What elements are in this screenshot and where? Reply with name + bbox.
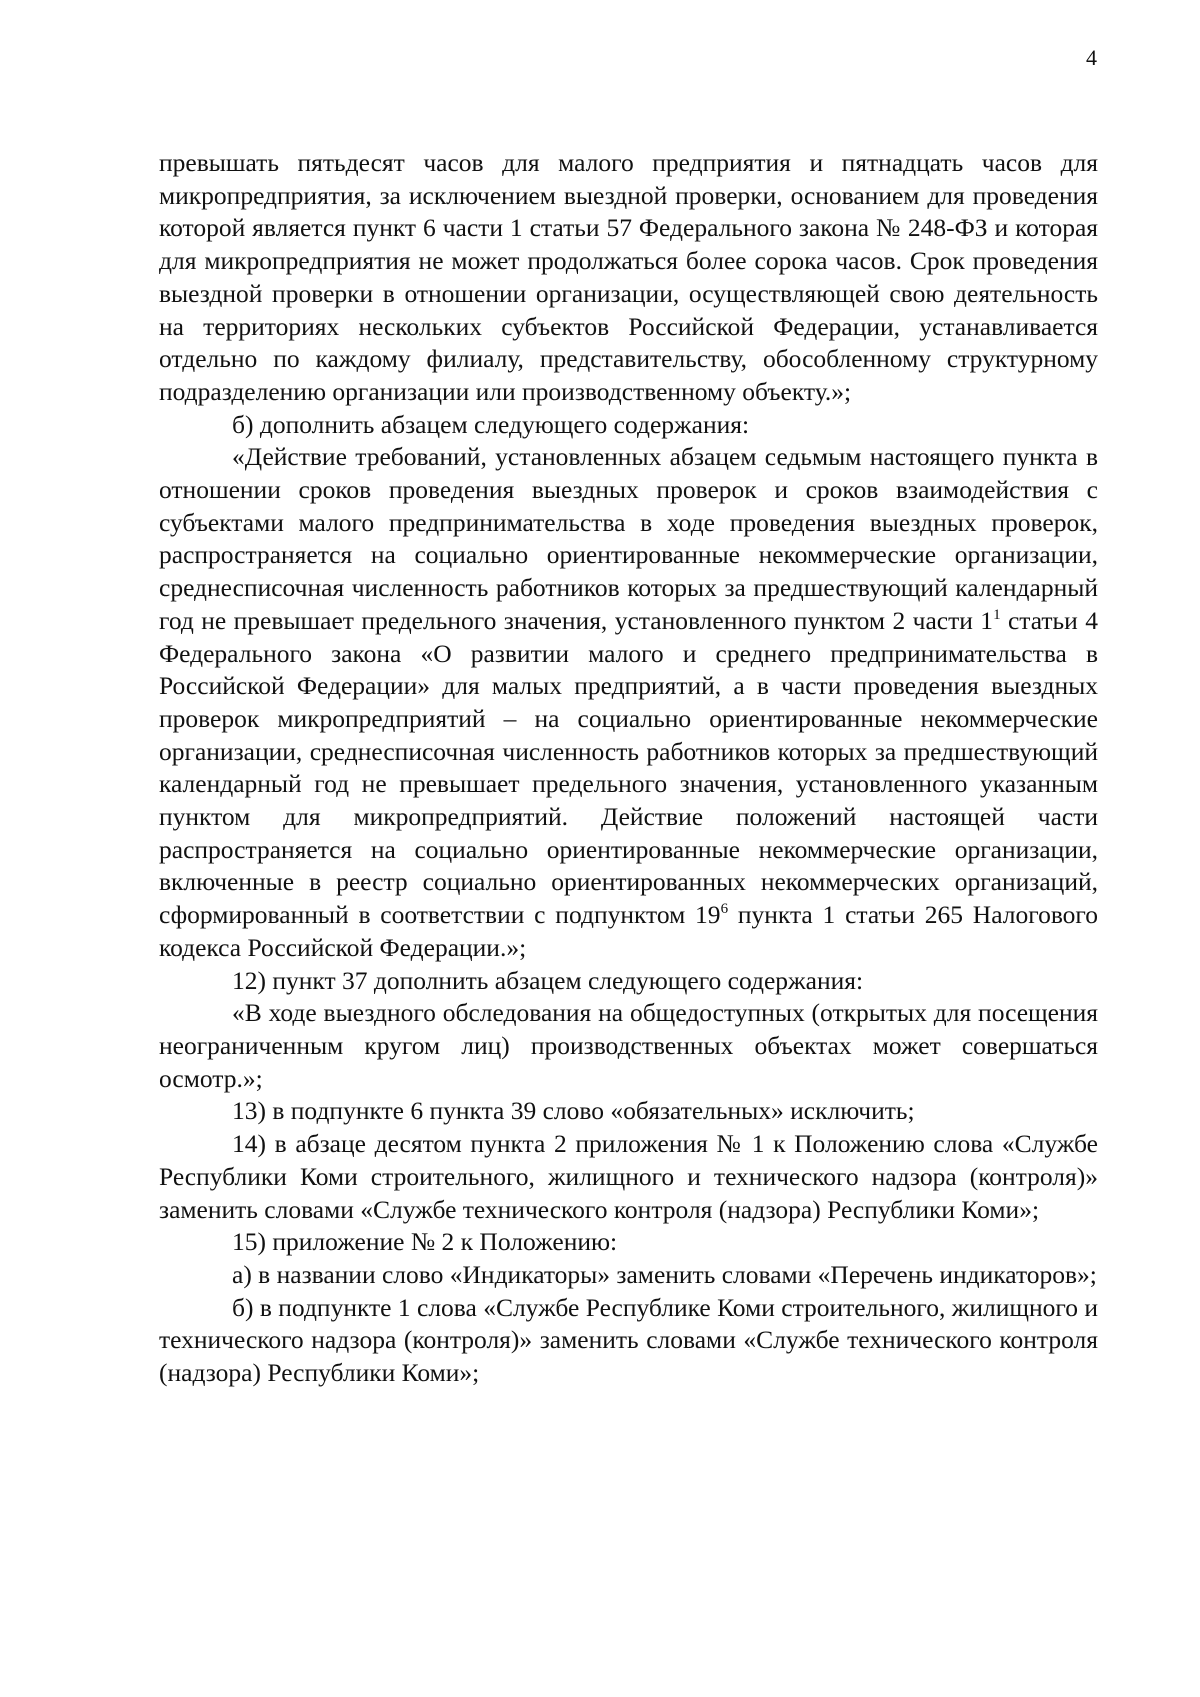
paragraph-item-15-a: а) в названии слово «Индикаторы» заменить словами «Перечень индикаторов»; (232, 1259, 1097, 1289)
page-number: 4 (1086, 45, 1097, 70)
paragraph-item-14: 14) в абзаце десятом пункта 2 приложения № 1 к Положению слова «Службе Республики Коми строительного, жилищного и технического надзора (контроля)» заменить словами «Службе технического контроля (надзора) Республики Коми»; (159, 1129, 1098, 1224)
paragraph-text-segment: пункта 1 статьи 265 Налогового кодекса Российской Федерации.»; (159, 900, 1099, 962)
paragraph-item-13: 13) в подпункте 6 пункта 39 слово «обязательных» исключить; (232, 1096, 915, 1126)
paragraph-item-15: 15) приложение № 2 к Положению: (232, 1227, 618, 1257)
paragraph-continuation: превышать пятьдесят часов для малого предприятия и пятнадцать часов для микропредприятия, за исключением выездной проверки, основанием для проведения которой является пункт 6 части 1 статьи 57 Федерального закона № 248-ФЗ и которая для микропредприятия не может продолжаться более сорока часов. Срок проведения выездной проверки в отношении организации, осуществляющей свою деятельность на территориях нескольких субъектов Российской Федерации, устанавливается отдельно по каждому филиалу, представительству, обособленному структурному подразделению организации или производственному объекту.»; (159, 148, 1098, 406)
paragraph-subitem-b-intro: б) дополнить абзацем следующего содержания: (232, 409, 750, 439)
document-body (159, 147, 1098, 1390)
paragraph-text-segment: «Действие требований, установленных абзацем седьмым настоящего пункта в отношении сроков проведения выездных проверок и сроков взаимодействия с субъектами малого предпринимательства в ходе проведения выездных проверок, распространяется на социально ориентированные некоммерческие организации, среднесписочная численность работников которых за предшествующий календарный год не превышает предельного значения, установленного пунктом 2 части 1 (159, 442, 1098, 635)
paragraph-item-15-b: б) в подпункте 1 слова «Службе Республике Коми строительного, жилищного и технического надзора (контроля)» заменить словами «Службе технического контроля (надзора) Республики Коми»; (159, 1292, 1098, 1388)
paragraph-text-segment: статьи 4 Федерального закона «О развитии малого и среднего предпринимательства в Российской Федерации» для малых предприятий, а в части проведения выездных проверок микропредприятий – на социально ориентированные некоммерческие организации, среднесписочная численность работников которых за предшествующий календарный год не превышает предельного значения, установленного указанным пунктом для микропредприятий. Действие положений настоящей части распространяется на социально ориентированные некоммерческие организации, включенные в реестр социально ориентированных некоммерческих организаций, сформированный в соответствии с подпунктом 19 (159, 605, 1098, 930)
paragraph-quoted-amendment (159, 441, 1098, 964)
paragraph-item-12-quote: «В ходе выездного обследования на общедоступных (открытых для посещения неограниченным кругом лиц) производственных объектах может совершаться осмотр.»; (159, 998, 1098, 1093)
superscript-index: 6 (720, 901, 729, 918)
superscript-index: 1 (993, 606, 1001, 623)
paragraph-item-12: 12) пункт 37 дополнить абзацем следующего содержания: (232, 965, 864, 995)
